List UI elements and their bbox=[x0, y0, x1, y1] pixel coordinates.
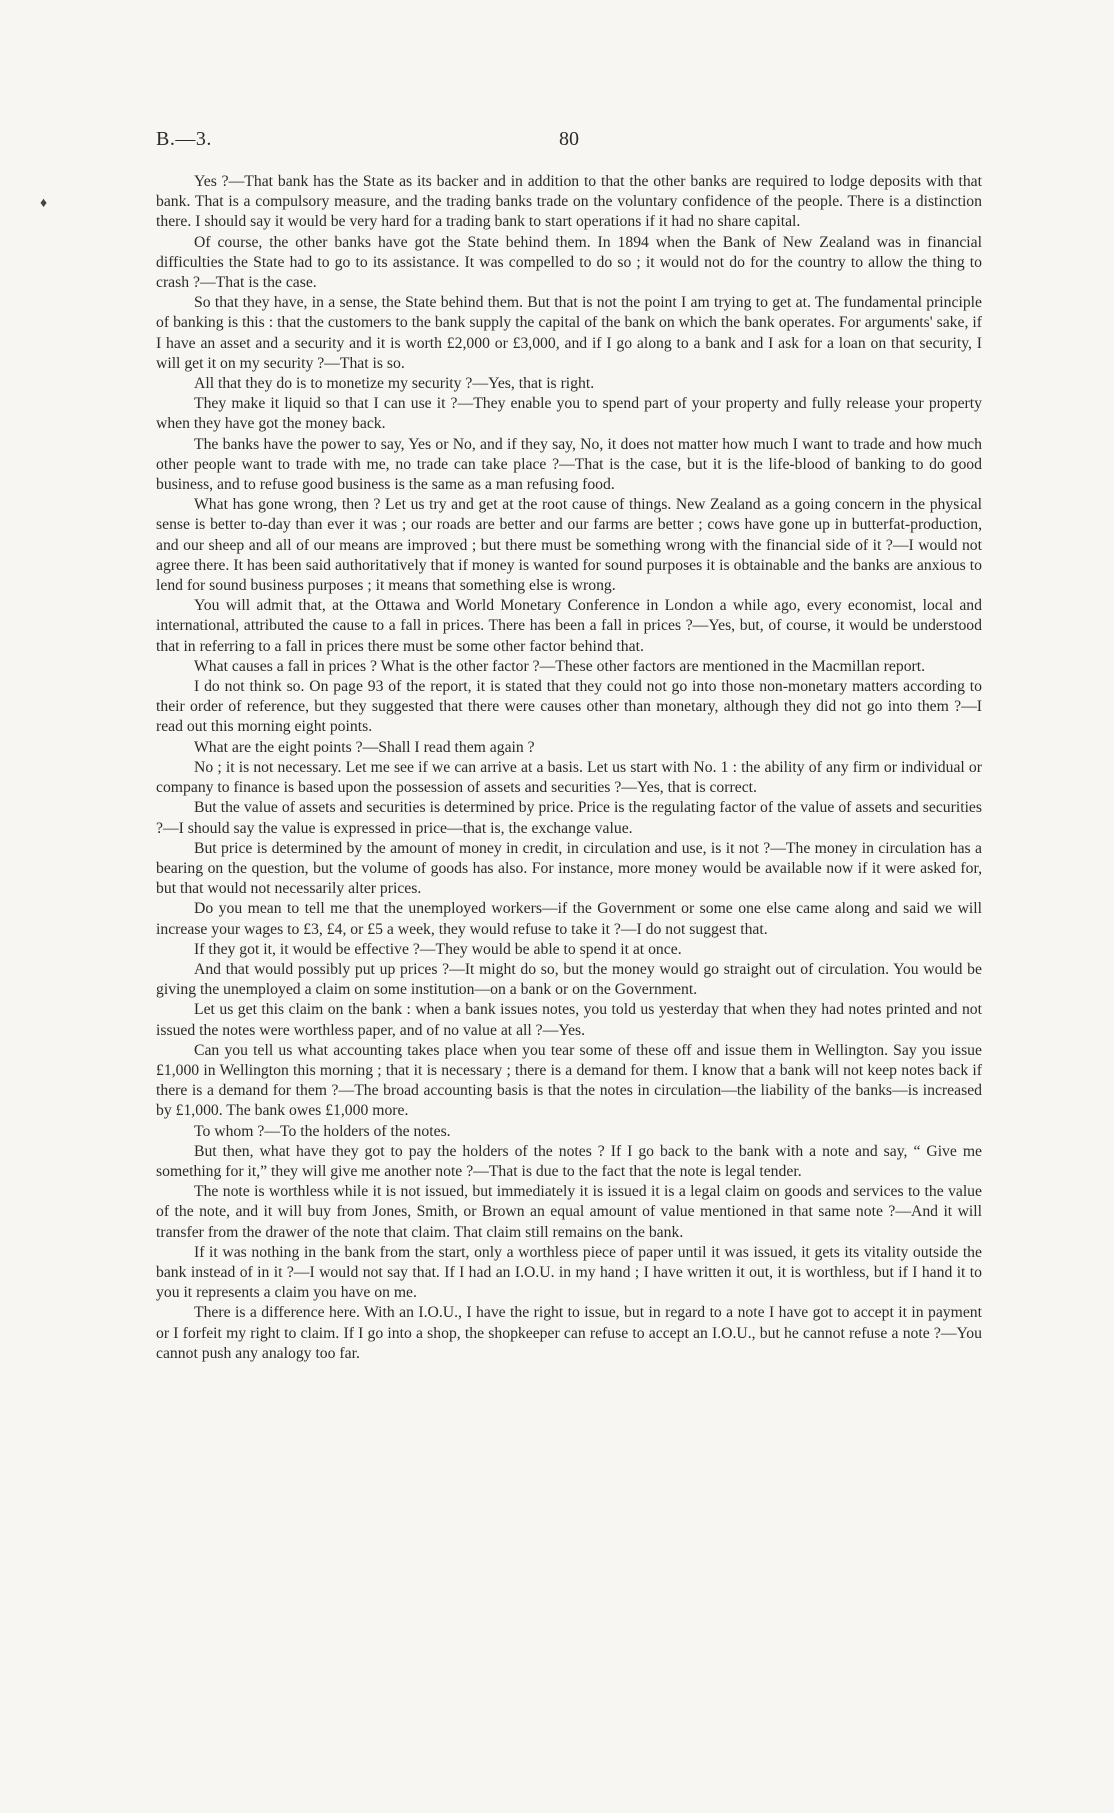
paragraph: The note is worthless while it is not issued, but immediately it is issued it is a legal claim on goods and services to the value of the note, and it will buy from Jones, Smith, or Brown an equal amount of value mentioned in that same note ?—And it will transfer from the drawer of the note that claim. That claim still remains on the bank. bbox=[156, 1183, 982, 1241]
paragraph: What are the eight points ?—Shall I read them again ? bbox=[194, 738, 535, 756]
paragraph: What causes a fall in prices ? What is the other factor ?—These other factors are mentioned in the Macmillan report. bbox=[194, 657, 926, 675]
paragraph: Yes ?—That bank has the State as its backer and in addition to that the other banks are required to lodge deposits with that bank. That is a compulsory measure, and the trading banks trade on the voluntary confidence of the people. There is a distinction there. I should say it would be very hard for a trading bank to start operations if it had no share capital. bbox=[156, 173, 982, 231]
page-number: 80 bbox=[559, 128, 579, 150]
paragraph: If they got it, it would be effective ?—They would be able to spend it at once. bbox=[194, 940, 682, 958]
paragraph: And that would possibly put up prices ?—It might do so, but the money would go straight out of circulation. You would be giving the unemployed a claim on some institution—on a bank or on the Government. bbox=[156, 960, 982, 999]
page-header bbox=[156, 128, 982, 156]
paragraph: What has gone wrong, then ? Let us try and get at the root cause of things. New Zealand as a going concern in the physical sense is better to-day than ever it was ; our roads are better and our farms are better ; cows have gone up in butterfat-production, and our sheep and all of our means are improved ; but there must be something wrong with the financial side of it ?—I would not agree there. It has been said authoritatively that if money is wanted for sound purposes it is obtainable and the banks are anxious to lend for sound business purposes ; it means that something else is wrong. bbox=[156, 496, 982, 595]
paragraph: Let us get this claim on the bank : when a bank issues notes, you told us yesterday that when they had notes printed and not issued the notes were worthless paper, and of no value at all ?—Yes. bbox=[156, 1001, 982, 1039]
paragraph: There is a difference here. With an I.O.U., I have the right to issue, but in regard to a note I have got to accept it in payment or I forfeit my right to claim. If I go into a shop, the shopkeeper can refuse to accept an I.O.U., but he cannot refuse a note ?—You cannot push any analogy too far. bbox=[156, 1304, 982, 1362]
paragraph: You will admit that, at the Ottawa and World Monetary Conference in London a while ago, every economist, local and international, attributed the cause to a fall in prices. There has been a fall in prices ?—Yes, but, of course, it would be understood that in referring to a fall in prices there must be some other factor behind that. bbox=[156, 597, 982, 655]
paragraph: They make it liquid so that I can use it ?—They enable you to spend part of your property and fully release your property when they have got the money back. bbox=[156, 395, 982, 433]
transcript-body bbox=[156, 172, 982, 1364]
paragraph: So that they have, in a sense, the State behind them. But that is not the point I am trying to get at. The fundamental principle of banking is this : that the customers to the bank supply the capital of the bank on which the bank operates. For arguments' sake, if I have an asset and a security and it is worth £2,000 or £3,000, and if I go along to a bank and I ask for a loan on that security, I will get it on my security ?—That is so. bbox=[156, 294, 982, 372]
paragraph: The banks have the power to say, Yes or No, and if they say, No, it does not matter how much I want to trade and how much other people want to trade with me, no trade can take place ?—That is the case, but it is the life-blood of banking to do good business, and to refuse good business is the same as a man refusing food. bbox=[156, 435, 982, 494]
paragraph: Of course, the other banks have got the State behind them. In 1894 when the Bank of New Zealand was in financial difficulties the State had to go to its assistance. It was compelled to do so ; it would not do for the country to allow the thing to crash ?—That is the case. bbox=[156, 233, 982, 292]
paragraph: Can you tell us what accounting takes place when you tear some of these off and issue them in Wellington. Say you issue £1,000 in Wellington this morning ; that it is necessary ; there is a demand for them. I know that a bank will not keep notes back if there is a demand for them ?—The broad accounting basis is that the notes in circulation—the liability of the banks—is increased by £1,000. The bank owes £1,000 more. bbox=[156, 1041, 982, 1120]
paragraph: But the value of assets and securities is determined by price. Price is the regulating factor of the value of assets and securities ?—I should say the value is expressed in price—that is, the exchange value. bbox=[156, 799, 982, 837]
paragraph: Do you mean to tell me that the unemployed workers—if the Government or some one else came along and said we will increase your wages to £3, £4, or £5 a week, they would refuse to take it ?—I do not suggest that. bbox=[156, 900, 982, 938]
paragraph: If it was nothing in the bank from the start, only a worthless piece of paper until it was issued, it gets its vitality outside the bank instead of in it ?—I would not say that. If I had an I.O.U. in my hand ; I have written it out, it is worthless, but if I hand it to you it represents a claim you have on me. bbox=[156, 1243, 982, 1302]
paragraph: No ; it is not necessary. Let me see if we can arrive at a basis. Let us start with No. 1 : the ability of any firm or individual or company to finance is based upon the possession of assets and securities ?—Yes, that is correct. bbox=[156, 758, 982, 797]
document-reference: B.—3. bbox=[156, 128, 212, 150]
paragraph: I do not think so. On page 93 of the report, it is stated that they could not go into those non-monetary matters according to their order of reference, but they suggested that there were causes other than monetary, although they did not go into them ?—I read out this morning eight points. bbox=[156, 678, 982, 736]
paragraph: To whom ?—To the holders of the notes. bbox=[194, 1122, 451, 1140]
margin-mark-icon: ♦ bbox=[40, 196, 48, 211]
paragraph: But then, what have they got to pay the holders of the notes ? If I go back to the bank with a note and say, “ Give me something for it,” they will give me another note ?—That is due to the fact that the note is legal tender. bbox=[156, 1142, 982, 1180]
paragraph: All that they do is to monetize my security ?—Yes, that is right. bbox=[194, 375, 595, 393]
paragraph: But price is determined by the amount of money in credit, in circulation and use, is it not ?—The money in circulation has a bearing on the question, but the volume of goods has also. For instance, more money would be available now if it were asked for, but that would not necessarily alter prices. bbox=[156, 839, 982, 898]
